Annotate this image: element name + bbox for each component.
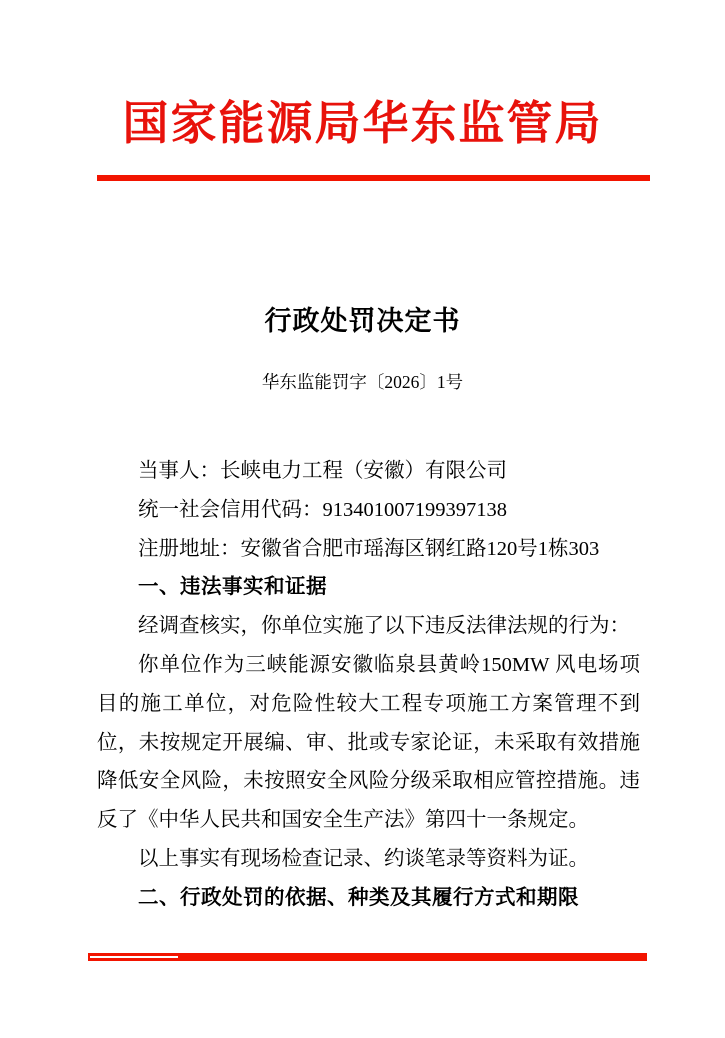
paragraph: 经调查核实，你单位实施了以下违反法律法规的行为： xyxy=(138,615,630,638)
paragraph: 当事人：长峡电力工程（安徽）有限公司 xyxy=(138,460,507,482)
paragraph: 以上事实有现场检查记录、约谈笔录等资料为证。 xyxy=(138,847,589,870)
paragraph: 统一社会信用代码：913401007199397138 xyxy=(138,498,507,521)
header-red-rule xyxy=(97,175,650,181)
document-body xyxy=(0,452,725,918)
paragraph: 你单位作为三峡能源安徽临泉县黄岭150MW 风电场项目的施工单位，对危险性较大工程专项施工方案管理不到位，未按规定开展编、审、批或专家论证，未采取有效措施降低安全风险，未按照安全风险分级采取相应管控措施。违反了《中华人民共和国安全生产法》第四十一条规定。 xyxy=(97,653,640,832)
document-number: 华东监能罚字〔2026〕1号 xyxy=(261,372,464,392)
section-heading: 二、行政处罚的依据、种类及其履行方式和期限 xyxy=(138,885,579,909)
document-title: 行政处罚决定书 xyxy=(264,306,461,336)
agency-header: 国家能源局华东监管局 xyxy=(122,98,603,149)
footer-red-rule xyxy=(88,953,647,961)
paragraph: 注册地址：安徽省合肥市瑶海区钢红路120号1栋303 xyxy=(138,537,600,560)
section-heading: 一、违法事实和证据 xyxy=(138,575,327,599)
